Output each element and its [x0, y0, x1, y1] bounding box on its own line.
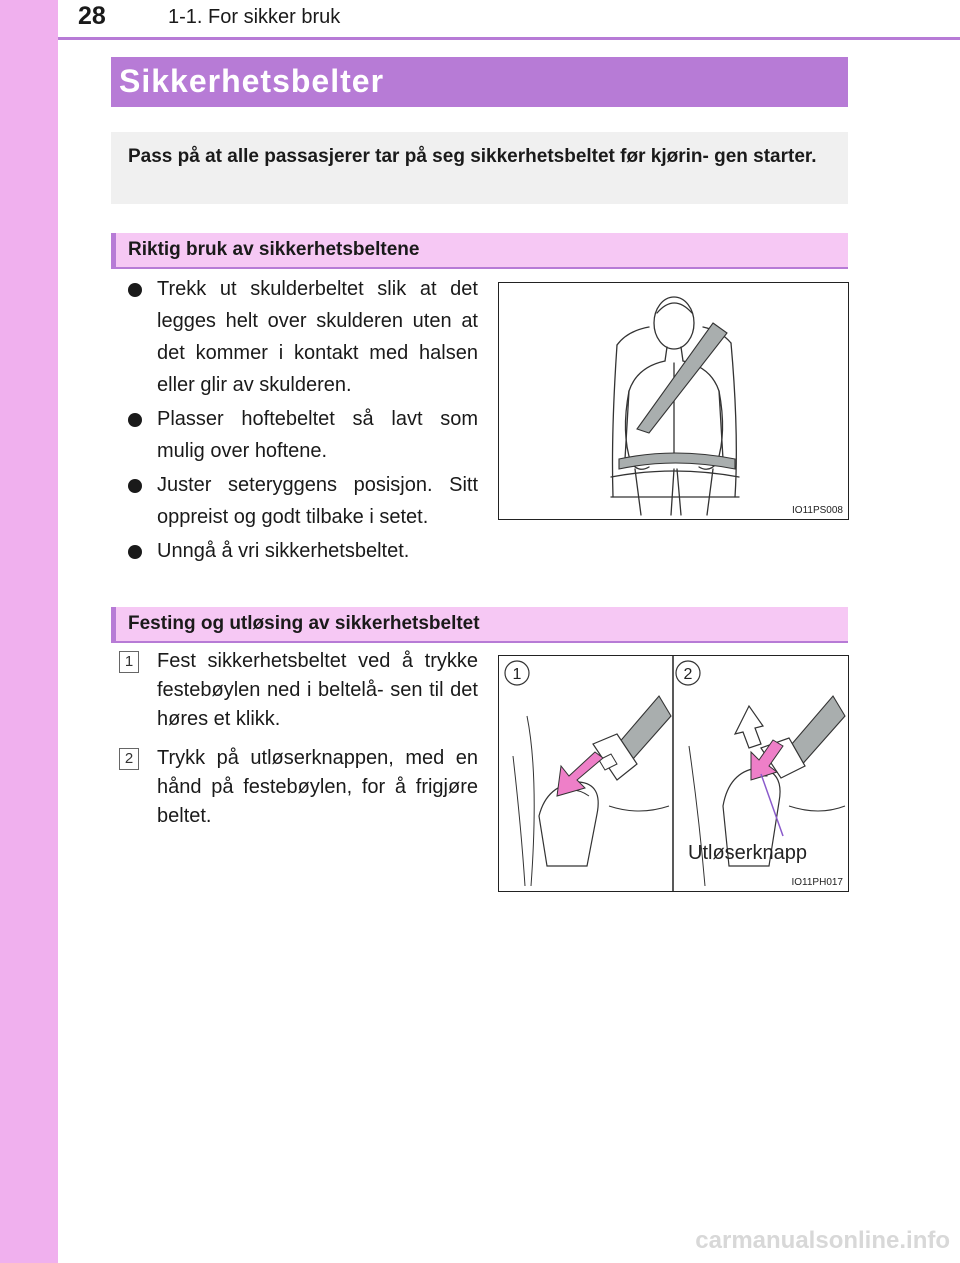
- subheading-correct-use: Riktig bruk av sikkerhetsbeltene: [111, 233, 848, 269]
- intro-text: Pass på at alle passasjerer tar på seg sikkerhetsbeltet før kjørin- gen starter.: [128, 146, 817, 167]
- watermark: carmanualsonline.info: [695, 1227, 950, 1254]
- list-item: Plasser hoftebeltet så lavt som mulig over hoftene.: [127, 403, 478, 467]
- list-item: Unngå å vri sikkerhetsbeltet.: [127, 535, 478, 567]
- step-list: [119, 647, 478, 841]
- bullet-dot-icon: [128, 545, 142, 559]
- page-number: 28: [78, 2, 106, 30]
- side-tab-bar: [0, 0, 58, 1263]
- header-rule: [58, 37, 960, 40]
- list-item: Juster seteryggens posisjon. Sitt oppreist og godt tilbake i setet.: [127, 469, 478, 533]
- bullet-dot-icon: [128, 479, 142, 493]
- bullet-list: [127, 273, 478, 569]
- figure-seated-person-belt: [498, 282, 849, 520]
- bullet-dot-icon: [128, 413, 142, 427]
- list-item: 1 Fest sikkerhetsbeltet ved å trykke festebøylen ned i beltelå- sen til det høres et klikk.: [119, 647, 478, 734]
- release-button-callout: Utløserknapp: [688, 842, 807, 864]
- subheading-fasten-release: Festing og utløsing av sikkerhetsbeltet: [111, 607, 848, 643]
- list-item: Trekk ut skulderbeltet slik at det legges helt over skulderen uten at det kommer i kontakt med halsen eller glir av skulderen.: [127, 273, 478, 401]
- panel-label-1: 1: [512, 666, 522, 683]
- intro-box: [111, 132, 848, 204]
- bullet-dot-icon: [128, 283, 142, 297]
- figure-code: IO11PH017: [791, 877, 843, 888]
- seated-person-illustration: [499, 283, 848, 519]
- page-title: Sikkerhetsbelter: [111, 57, 848, 107]
- figure-code: IO11PS008: [792, 505, 843, 516]
- figure-buckle-steps: [498, 655, 849, 892]
- list-item: 2 Trykk på utløserknappen, med en hånd på festebøylen, for å frigjøre beltet.: [119, 744, 478, 831]
- panel-label-2: 2: [683, 666, 693, 683]
- step-number: 2: [119, 748, 139, 770]
- section-title: 1-1. For sikker bruk: [168, 6, 341, 28]
- step-number: 1: [119, 651, 139, 673]
